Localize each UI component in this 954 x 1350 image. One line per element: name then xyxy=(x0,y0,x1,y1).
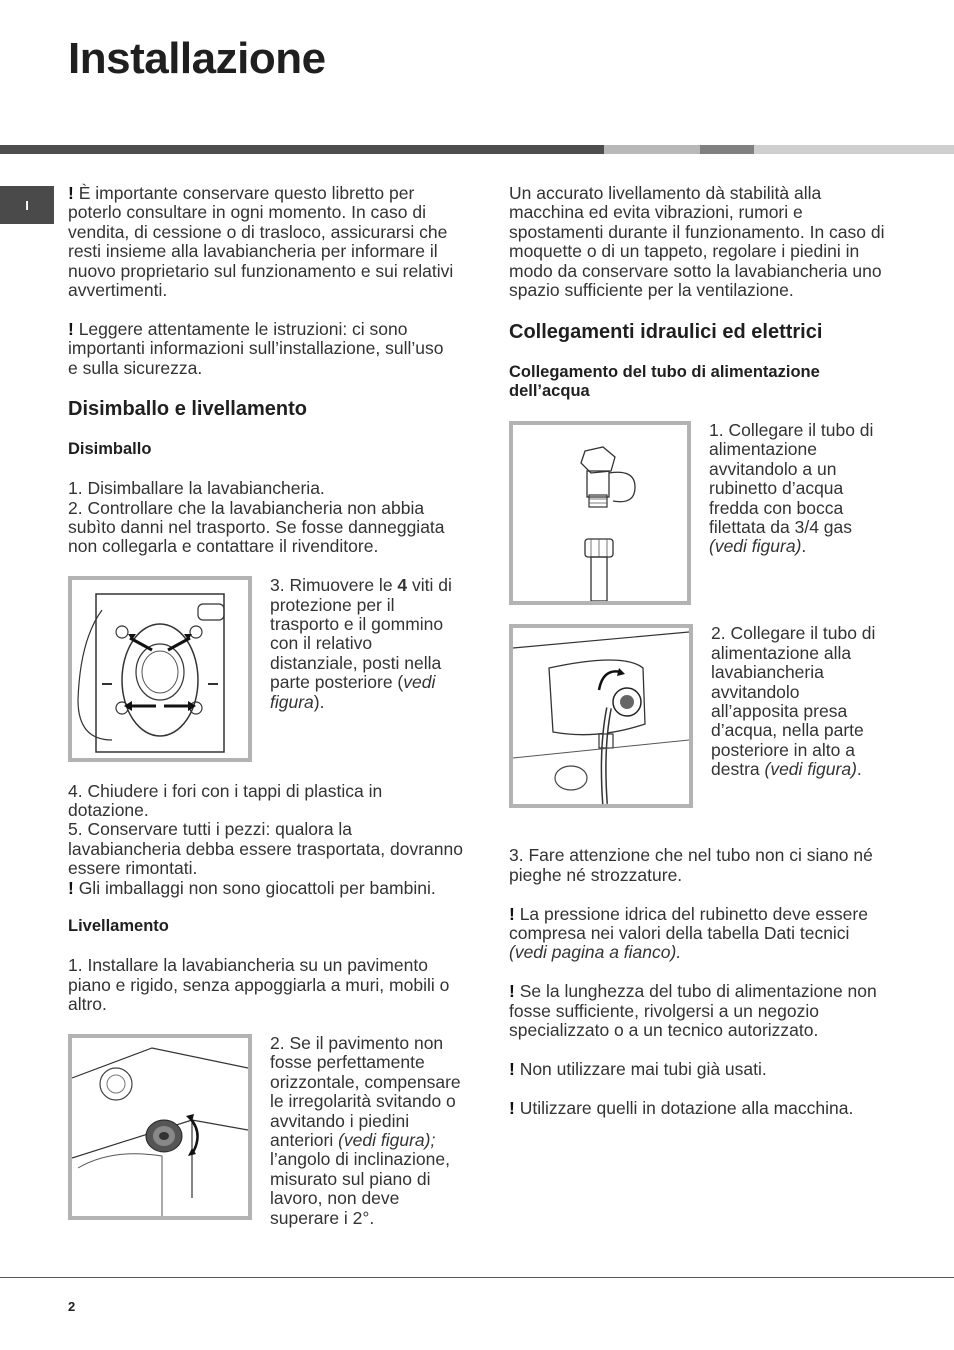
figure-reference: (vedi figura) xyxy=(764,759,857,780)
left-column xyxy=(68,184,463,1247)
warning-paragraph xyxy=(68,320,463,378)
warning-mark: ! xyxy=(68,183,74,203)
connection-step-2 xyxy=(711,624,889,808)
connection-step-1-text: 1. Collegare il tubo di alimentazione avvitandolo a un rubinetto d’acqua fredda con bocca filettata da 3/4 gas xyxy=(709,420,874,538)
warning-text: È importante conservare questo libretto per poterlo consultare in ogni momento. In caso di vendita, di cessione o di trasloco, assicurarsi che resti insieme alla lavabiancheria per informare il nuovo proprietario sul funzionamento e sui relativi avvertimenti. xyxy=(68,183,454,301)
figure-leveling-feet xyxy=(68,1034,252,1220)
footer-rule xyxy=(0,1277,954,1278)
figure-reference: vedi figura xyxy=(270,672,436,712)
page-number: 2 xyxy=(68,1299,76,1314)
language-tab: I xyxy=(0,186,54,224)
warning-text: Gli imballaggi non sono giocattoli per bambini. xyxy=(73,877,436,898)
figure-row-screws xyxy=(68,576,463,762)
leveling-step-1: 1. Installare la lavabiancheria su un pavimento piano e rigido, senza appoggiarla a muri, mobili o altro. xyxy=(68,955,450,1015)
inlet-illustration xyxy=(513,628,689,804)
connection-step-2-text: 2. Collegare il tubo di alimentazione alla lavabiancheria avvitandolo all’apposita presa d’acqua, nella parte posteriore in alto a destra xyxy=(711,623,876,780)
warning-mark: ! xyxy=(509,903,515,924)
warning-paragraph xyxy=(509,905,889,963)
step-2: 2. Controllare che la lavabiancheria non abbia subìto danni nel trasporto. Se fosse danneggiata non collegarla e contattare il rivenditore. xyxy=(68,497,445,557)
figure-tap-connection xyxy=(509,421,691,605)
figure-row-inlet xyxy=(509,624,889,808)
figure-rear-screws xyxy=(68,576,252,762)
figure-row-leveling xyxy=(68,1034,463,1228)
warning-paragraph xyxy=(68,879,463,898)
right-column xyxy=(509,184,889,1137)
connection-step-1 xyxy=(709,421,889,605)
figure-row-tap xyxy=(509,421,889,605)
header-bar-light xyxy=(604,145,700,154)
page-reference: (vedi pagina a fianco). xyxy=(509,942,682,963)
warning-paragraph xyxy=(509,1060,889,1079)
subheading-disimballo: Disimballo xyxy=(68,440,152,459)
subheading-water-hose: Collegamento del tubo di alimentazione dell’acqua xyxy=(509,362,820,401)
leveling-foot-illustration xyxy=(72,1038,248,1216)
warning-paragraph xyxy=(68,184,463,300)
subheading-livellamento: Livellamento xyxy=(68,917,169,936)
screw-count: 4 xyxy=(397,575,408,596)
warning-text: Utilizzare quelli in dotazione alla macchina. xyxy=(514,1097,854,1118)
warning-paragraph xyxy=(509,982,889,1040)
leveling-step-2-text-continued: l’angolo di inclinazione, misurato sul piano di lavoro, non deve superare i 2°. xyxy=(270,1149,450,1228)
step-1: 1. Disimballare la lavabiancheria. xyxy=(68,478,325,499)
warning-text: Se la lunghezza del tubo di alimentazione non fosse sufficiente, rivolgersi a un negozio specializzato o a un tecnico autorizzato. xyxy=(509,981,877,1041)
header-bar-pale xyxy=(754,145,954,154)
connection-step-3: 3. Fare attenzione che nel tubo non ci siano né pieghe né strozzature. xyxy=(509,845,873,885)
warning-text: Non utilizzare mai tubi già usati. xyxy=(514,1058,767,1079)
section-heading-unpacking: Disimballo e livellamento xyxy=(68,398,307,421)
figure-reference: (vedi figura) xyxy=(709,536,802,557)
leveling-paragraph: Un accurato livellamento dà stabilità alla macchina ed evita vibrazioni, rumori e spostamenti durante il funzionamento. In caso di moquette o di un tappeto, regolare i piedini in modo da conservare sotto la lavabiancheria uno spazio sufficiente per la ventilazione. xyxy=(509,183,885,301)
warning-mark: ! xyxy=(509,1097,515,1118)
step-3 xyxy=(270,576,463,762)
page-title: Installazione xyxy=(68,34,326,83)
leveling-step-2 xyxy=(270,1034,463,1228)
step-3-text: 3. Rimuovere le xyxy=(270,575,398,596)
section-heading-connections: Collegamenti idraulici ed elettrici xyxy=(509,320,823,343)
warning-paragraph xyxy=(509,1099,889,1118)
figure-inlet-connection xyxy=(509,624,693,808)
connection-step-2-end: . xyxy=(856,759,862,780)
warning-mark: ! xyxy=(68,877,74,898)
step-4: 4. Chiudere i fori con i tappi di plastica in dotazione. xyxy=(68,780,383,821)
warning-mark: ! xyxy=(509,981,515,1002)
warning-mark: ! xyxy=(509,1058,515,1079)
warning-text: Leggere attentamente le istruzioni: ci sono importanti informazioni sull’installazione, sull’uso xyxy=(68,318,444,359)
step-3-end: ). xyxy=(313,691,325,712)
tap-illustration xyxy=(513,425,687,601)
leveling-step-2-text: 2. Se il pavimento non fosse perfettamente orizzontale, compensare le irregolarità svitando o avvitando i piedini anteriori xyxy=(270,1032,461,1150)
header-bar-mid xyxy=(700,145,754,154)
warning-mark: ! xyxy=(68,318,74,339)
warning-text-continued: e sulla sicurezza. xyxy=(68,357,203,378)
rear-panel-illustration xyxy=(72,580,248,758)
connection-step-1-end: . xyxy=(801,536,807,557)
step-5: 5. Conservare tutti i pezzi: qualora la lavabiancheria debba essere trasportata, dovranno essere rimontati. xyxy=(68,819,463,879)
step-3-text-continued: viti di protezione per il trasporto e il gommino con il relativo distanziale, posti nella parte posteriore ( xyxy=(270,575,452,693)
warning-text: La pressione idrica del rubinetto deve essere compresa nei valori della tabella Dati tecnici xyxy=(509,903,868,944)
figure-reference: (vedi figura); xyxy=(338,1129,436,1150)
header-bar-dark xyxy=(0,145,604,154)
